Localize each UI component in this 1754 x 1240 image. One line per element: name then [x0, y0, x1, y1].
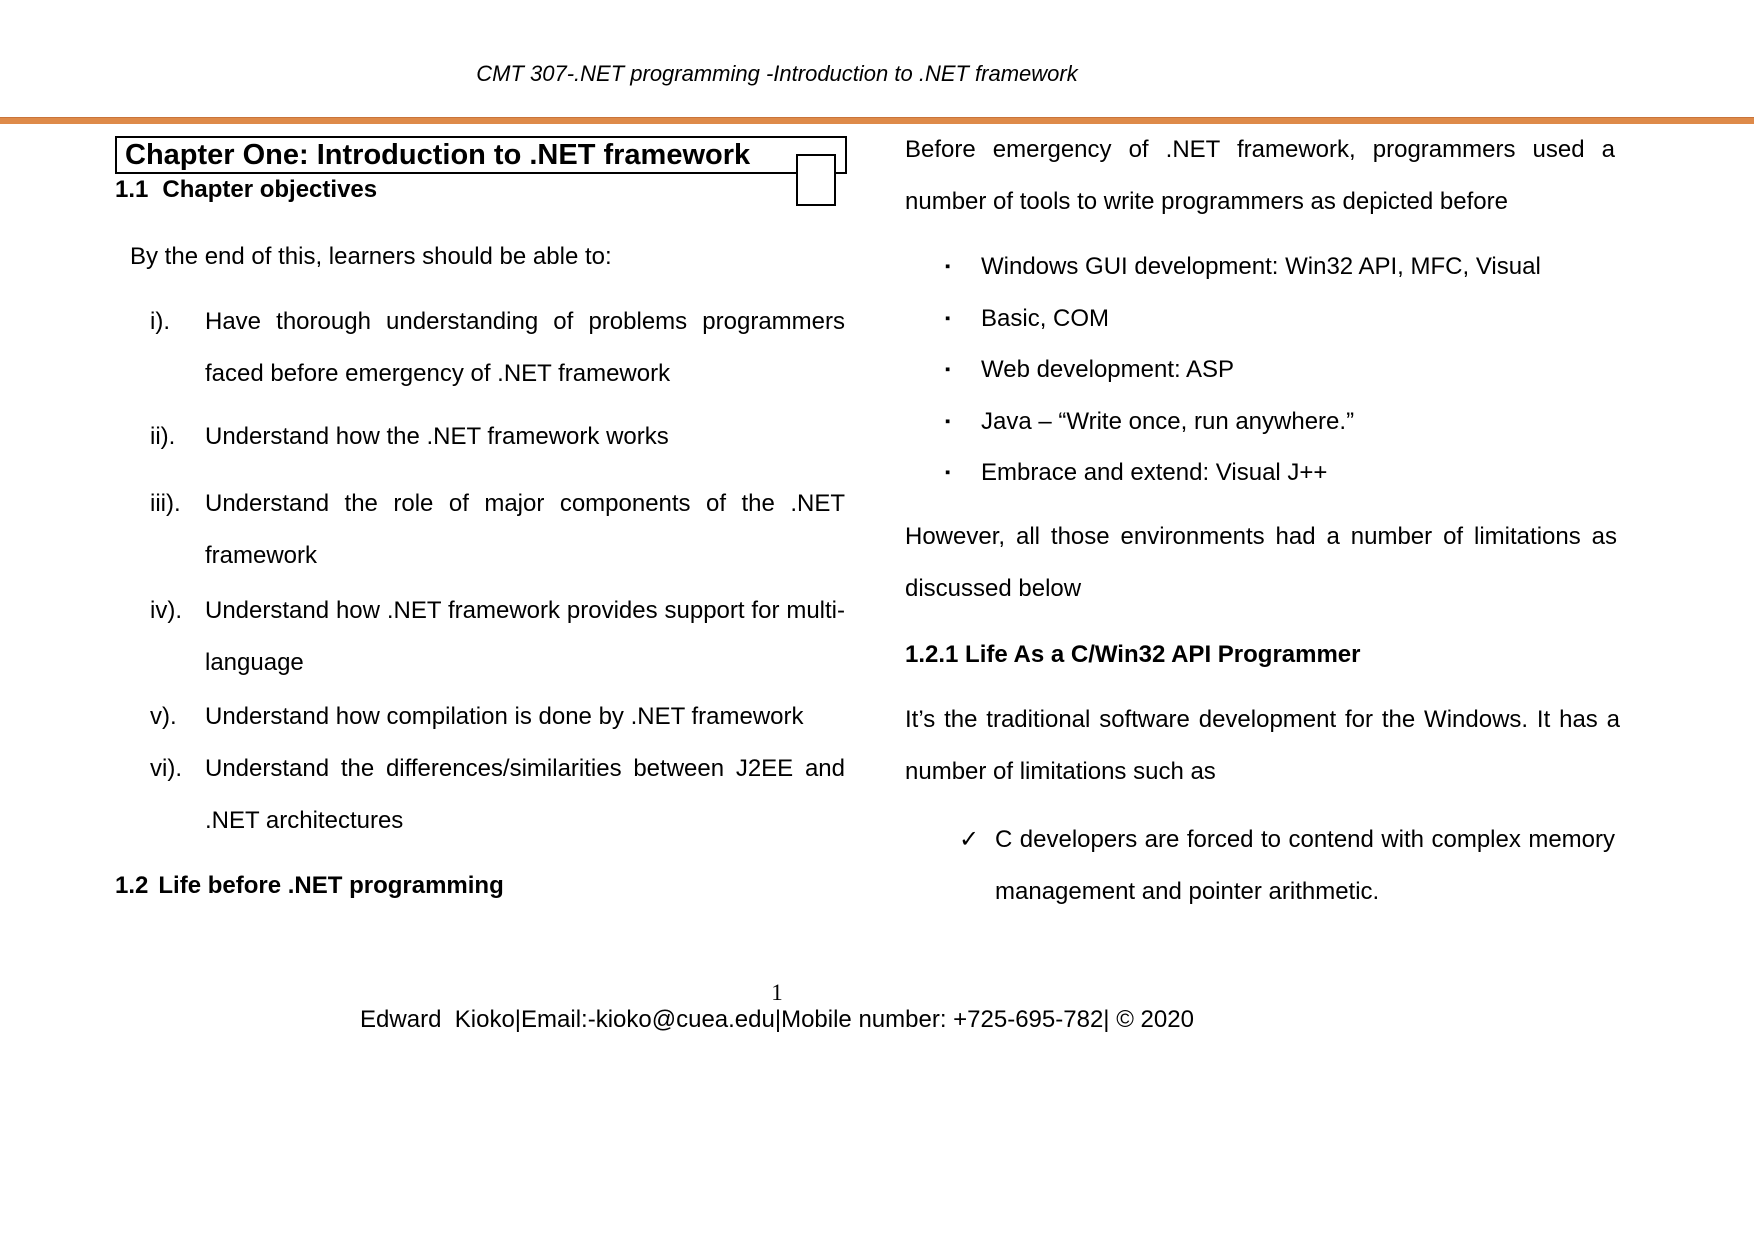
objectives-intro: By the end of this, learners should be able to: — [130, 243, 612, 270]
paragraph-traditional: It’s the traditional software development for the Windows. It has a number of limitations such as — [905, 706, 1620, 785]
objective-item-6 — [150, 743, 845, 847]
objective-item-3 — [150, 478, 845, 582]
section-1-1-heading — [115, 176, 377, 205]
chapter-title: Chapter One: Introduction to .NET framework — [125, 139, 751, 171]
tool-bullet-5 — [945, 447, 1327, 499]
objective-item-5 — [150, 691, 845, 743]
square-bullet-icon: ▪ — [945, 413, 951, 430]
tool-text: Java – “Write once, run anywhere.” — [981, 408, 1355, 435]
tool-bullet-1 — [945, 241, 1541, 293]
section-1-1-title: Chapter objectives — [162, 176, 378, 203]
objective-text: Have thorough understanding of problems programmers faced before emergency of .NET framework — [205, 308, 845, 387]
objective-item-1 — [150, 296, 845, 400]
section-1-2-1-title: 1.2.1 Life As a C/Win32 API Programmer — [905, 641, 1361, 668]
objective-marker: iv). — [150, 597, 182, 624]
header-rule — [0, 117, 1754, 124]
section-1-2-heading — [115, 872, 504, 901]
tool-bullet-4 — [945, 396, 1354, 448]
objective-text: Understand how .NET framework provides support for multi-language — [205, 597, 845, 676]
paragraph-before-emergency: Before emergency of .NET framework, programmers used a number of tools to write programmers as depicted before — [905, 136, 1615, 215]
objective-marker: i). — [150, 308, 170, 335]
tool-text: Web development: ASP — [981, 356, 1235, 383]
section-1-2-number: 1.2 — [115, 872, 149, 899]
limitation-item-1 — [959, 814, 1615, 918]
objective-text: Understand how compilation is done by .NET framework — [205, 703, 804, 730]
objective-text: Understand how the .NET framework works — [205, 423, 669, 450]
square-bullet-icon: ▪ — [945, 464, 951, 481]
tool-text: Basic, COM — [981, 305, 1110, 332]
empty-text-frame — [796, 154, 836, 206]
paragraph-however: However, all those environments had a number of limitations as discussed below — [905, 523, 1617, 602]
page-number: 1 — [771, 980, 783, 1005]
chapter-title-box — [115, 136, 847, 174]
square-bullet-icon: ▪ — [945, 310, 951, 327]
tool-bullet-2 — [945, 293, 1109, 345]
section-1-1-number: 1.1 — [115, 176, 149, 203]
tool-text: Windows GUI development: Win32 API, MFC, Visual — [981, 253, 1541, 280]
checkmark-icon: ✓ — [959, 826, 980, 853]
limitation-text: C developers are forced to contend with complex memory management and pointer arithmetic. — [995, 826, 1615, 905]
objective-marker: iii). — [150, 490, 181, 517]
section-1-2-title: Life before .NET programming — [158, 872, 504, 899]
objective-marker: vi). — [150, 755, 182, 782]
footer-credit: Edward Kioko|Email:-kioko@cuea.edu|Mobile number: +725-695-782| © 2020 — [360, 1006, 1194, 1033]
tool-bullet-3 — [945, 344, 1234, 396]
objective-text: Understand the differences/similarities between J2EE and .NET architectures — [205, 755, 845, 834]
header-title: CMT 307-.NET programming -Introduction to .NET framework — [476, 61, 1078, 86]
objective-item-2 — [150, 411, 845, 463]
objective-text: Understand the role of major components of the .NET framework — [205, 490, 845, 569]
objective-marker: v). — [150, 703, 177, 730]
section-1-2-1-heading — [905, 641, 1361, 670]
square-bullet-icon: ▪ — [945, 258, 951, 275]
tool-text: Embrace and extend: Visual J++ — [981, 459, 1328, 486]
square-bullet-icon: ▪ — [945, 361, 951, 378]
objective-item-4 — [150, 585, 845, 689]
objective-marker: ii). — [150, 423, 176, 450]
